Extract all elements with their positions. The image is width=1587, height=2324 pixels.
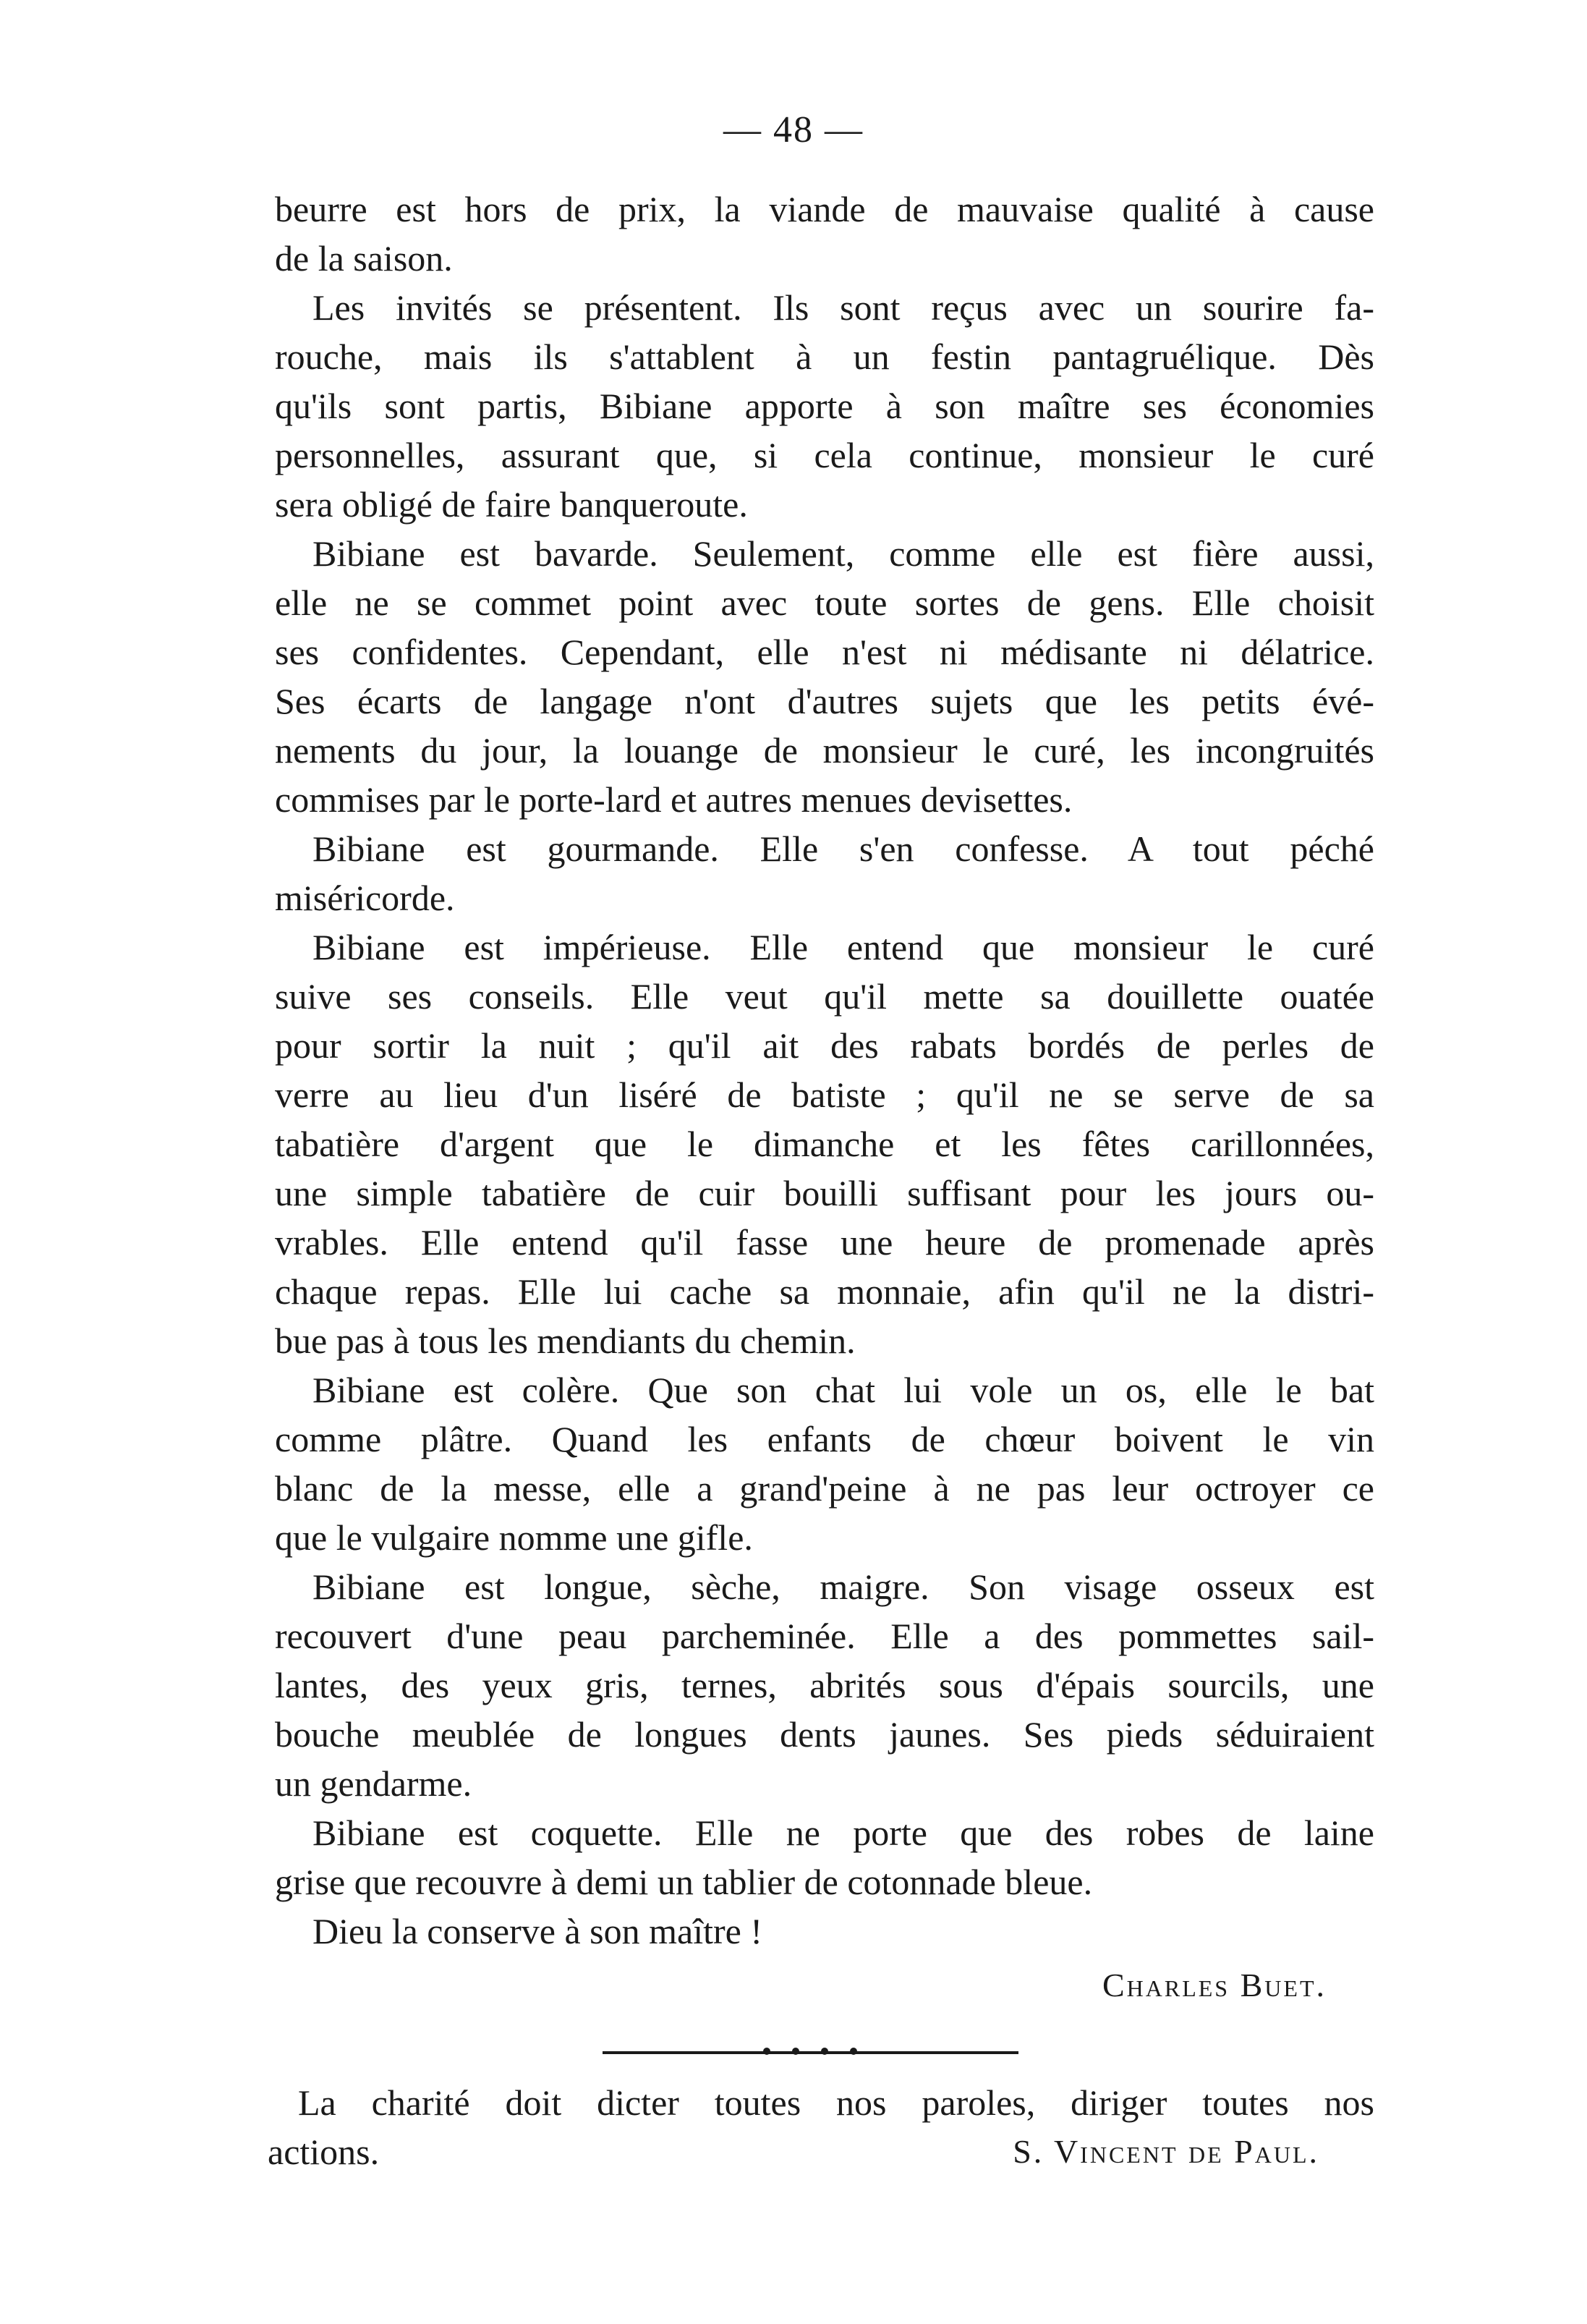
text-line: rouche, mais ils s'attablent à un festin pantagruélique. Dès xyxy=(275,336,1374,377)
text-line: bouche meublée de longues dents jaunes. Ses pieds séduiraient xyxy=(275,1714,1374,1755)
text-line: grise que recouvre à demi un tablier de cotonnade bleue. xyxy=(275,1862,1093,1902)
text-line: Ses écarts de langage n'ont d'autres sujets que les petits évé- xyxy=(275,681,1374,721)
text-line: recouvert d'une peau parcheminée. Elle a des pommettes sail- xyxy=(275,1616,1374,1656)
text-line: commises par le porte-lard et autres menues devisettes. xyxy=(275,779,1073,820)
page-number: — 48 — xyxy=(723,109,864,150)
text-line: une simple tabatière de cuir bouilli suffisant pour les jours ou- xyxy=(275,1173,1374,1213)
text-line: bue pas à tous les mendiants du chemin. xyxy=(275,1320,856,1361)
text-line: vrables. Elle entend qu'il fasse une heure de promenade après xyxy=(275,1222,1374,1263)
text-line: ses confidentes. Cependant, elle n'est ni médisante ni délatrice. xyxy=(275,632,1374,672)
text-line: blanc de la messe, elle a grand'peine à ne pas leur octroyer ce xyxy=(275,1468,1374,1509)
quote-line: actions. xyxy=(268,2132,380,2172)
divider-ornament xyxy=(752,2045,868,2058)
text-line: verre au lieu d'un liséré de batiste ; qu'il ne se serve de sa xyxy=(275,1074,1374,1115)
text-line: Bibiane est impérieuse. Elle entend que monsieur le curé xyxy=(312,927,1374,967)
text-line: comme plâtre. Quand les enfants de chœur boivent le vin xyxy=(275,1419,1374,1459)
text-line: nements du jour, la louange de monsieur le curé, les incongruités xyxy=(275,730,1374,771)
text-line: beurre est hors de prix, la viande de mauvaise qualité à cause xyxy=(275,189,1374,229)
text-line: de la saison. xyxy=(275,238,453,279)
quote-line: La charité doit dicter toutes nos paroles, diriger toutes nos xyxy=(298,2082,1374,2123)
text-line: personnelles, assurant que, si cela continue, monsieur le curé xyxy=(275,435,1374,475)
text-line: Bibiane est bavarde. Seulement, comme elle est fière aussi, xyxy=(312,533,1374,574)
text-line: Bibiane est gourmande. Elle s'en confesse. A tout péché xyxy=(312,828,1374,869)
text-line: Dieu la conserve à son maître ! xyxy=(312,1911,762,1951)
text-line: qu'ils sont partis, Bibiane apporte à son maître ses économies xyxy=(275,386,1374,426)
author-signature: Charles Buet. xyxy=(1102,1967,1327,2003)
quote-attribution: S. Vincent de Paul. xyxy=(1013,2133,1319,2170)
text-line: Bibiane est coquette. Elle ne porte que des robes de laine xyxy=(312,1812,1374,1853)
text-line: chaque repas. Elle lui cache sa monnaie, afin qu'il ne la distri- xyxy=(275,1271,1374,1312)
text-line: que le vulgaire nomme une gifle. xyxy=(275,1517,753,1558)
text-line: Les invités se présentent. Ils sont reçus avec un sourire fa- xyxy=(312,287,1374,328)
body-text xyxy=(275,185,1374,1956)
text-line: tabatière d'argent que le dimanche et les fêtes carillonnées, xyxy=(275,1124,1374,1164)
text-line: sera obligé de faire banqueroute. xyxy=(275,484,748,525)
text-line: pour sortir la nuit ; qu'il ait des rabats bordés de perles de xyxy=(275,1025,1374,1066)
text-line: Bibiane est colère. Que son chat lui vole un os, elle le bat xyxy=(312,1370,1374,1410)
text-line: lantes, des yeux gris, ternes, abrités sous d'épais sourcils, une xyxy=(275,1665,1374,1705)
text-line: un gendarme. xyxy=(275,1763,472,1804)
text-line: suive ses conseils. Elle veut qu'il mette sa douillette ouatée xyxy=(275,976,1374,1017)
text-line: miséricorde. xyxy=(275,878,455,918)
text-line: elle ne se commet point avec toute sortes de gens. Elle choisit xyxy=(275,582,1374,623)
text-line: Bibiane est longue, sèche, maigre. Son visage osseux est xyxy=(312,1566,1374,1607)
